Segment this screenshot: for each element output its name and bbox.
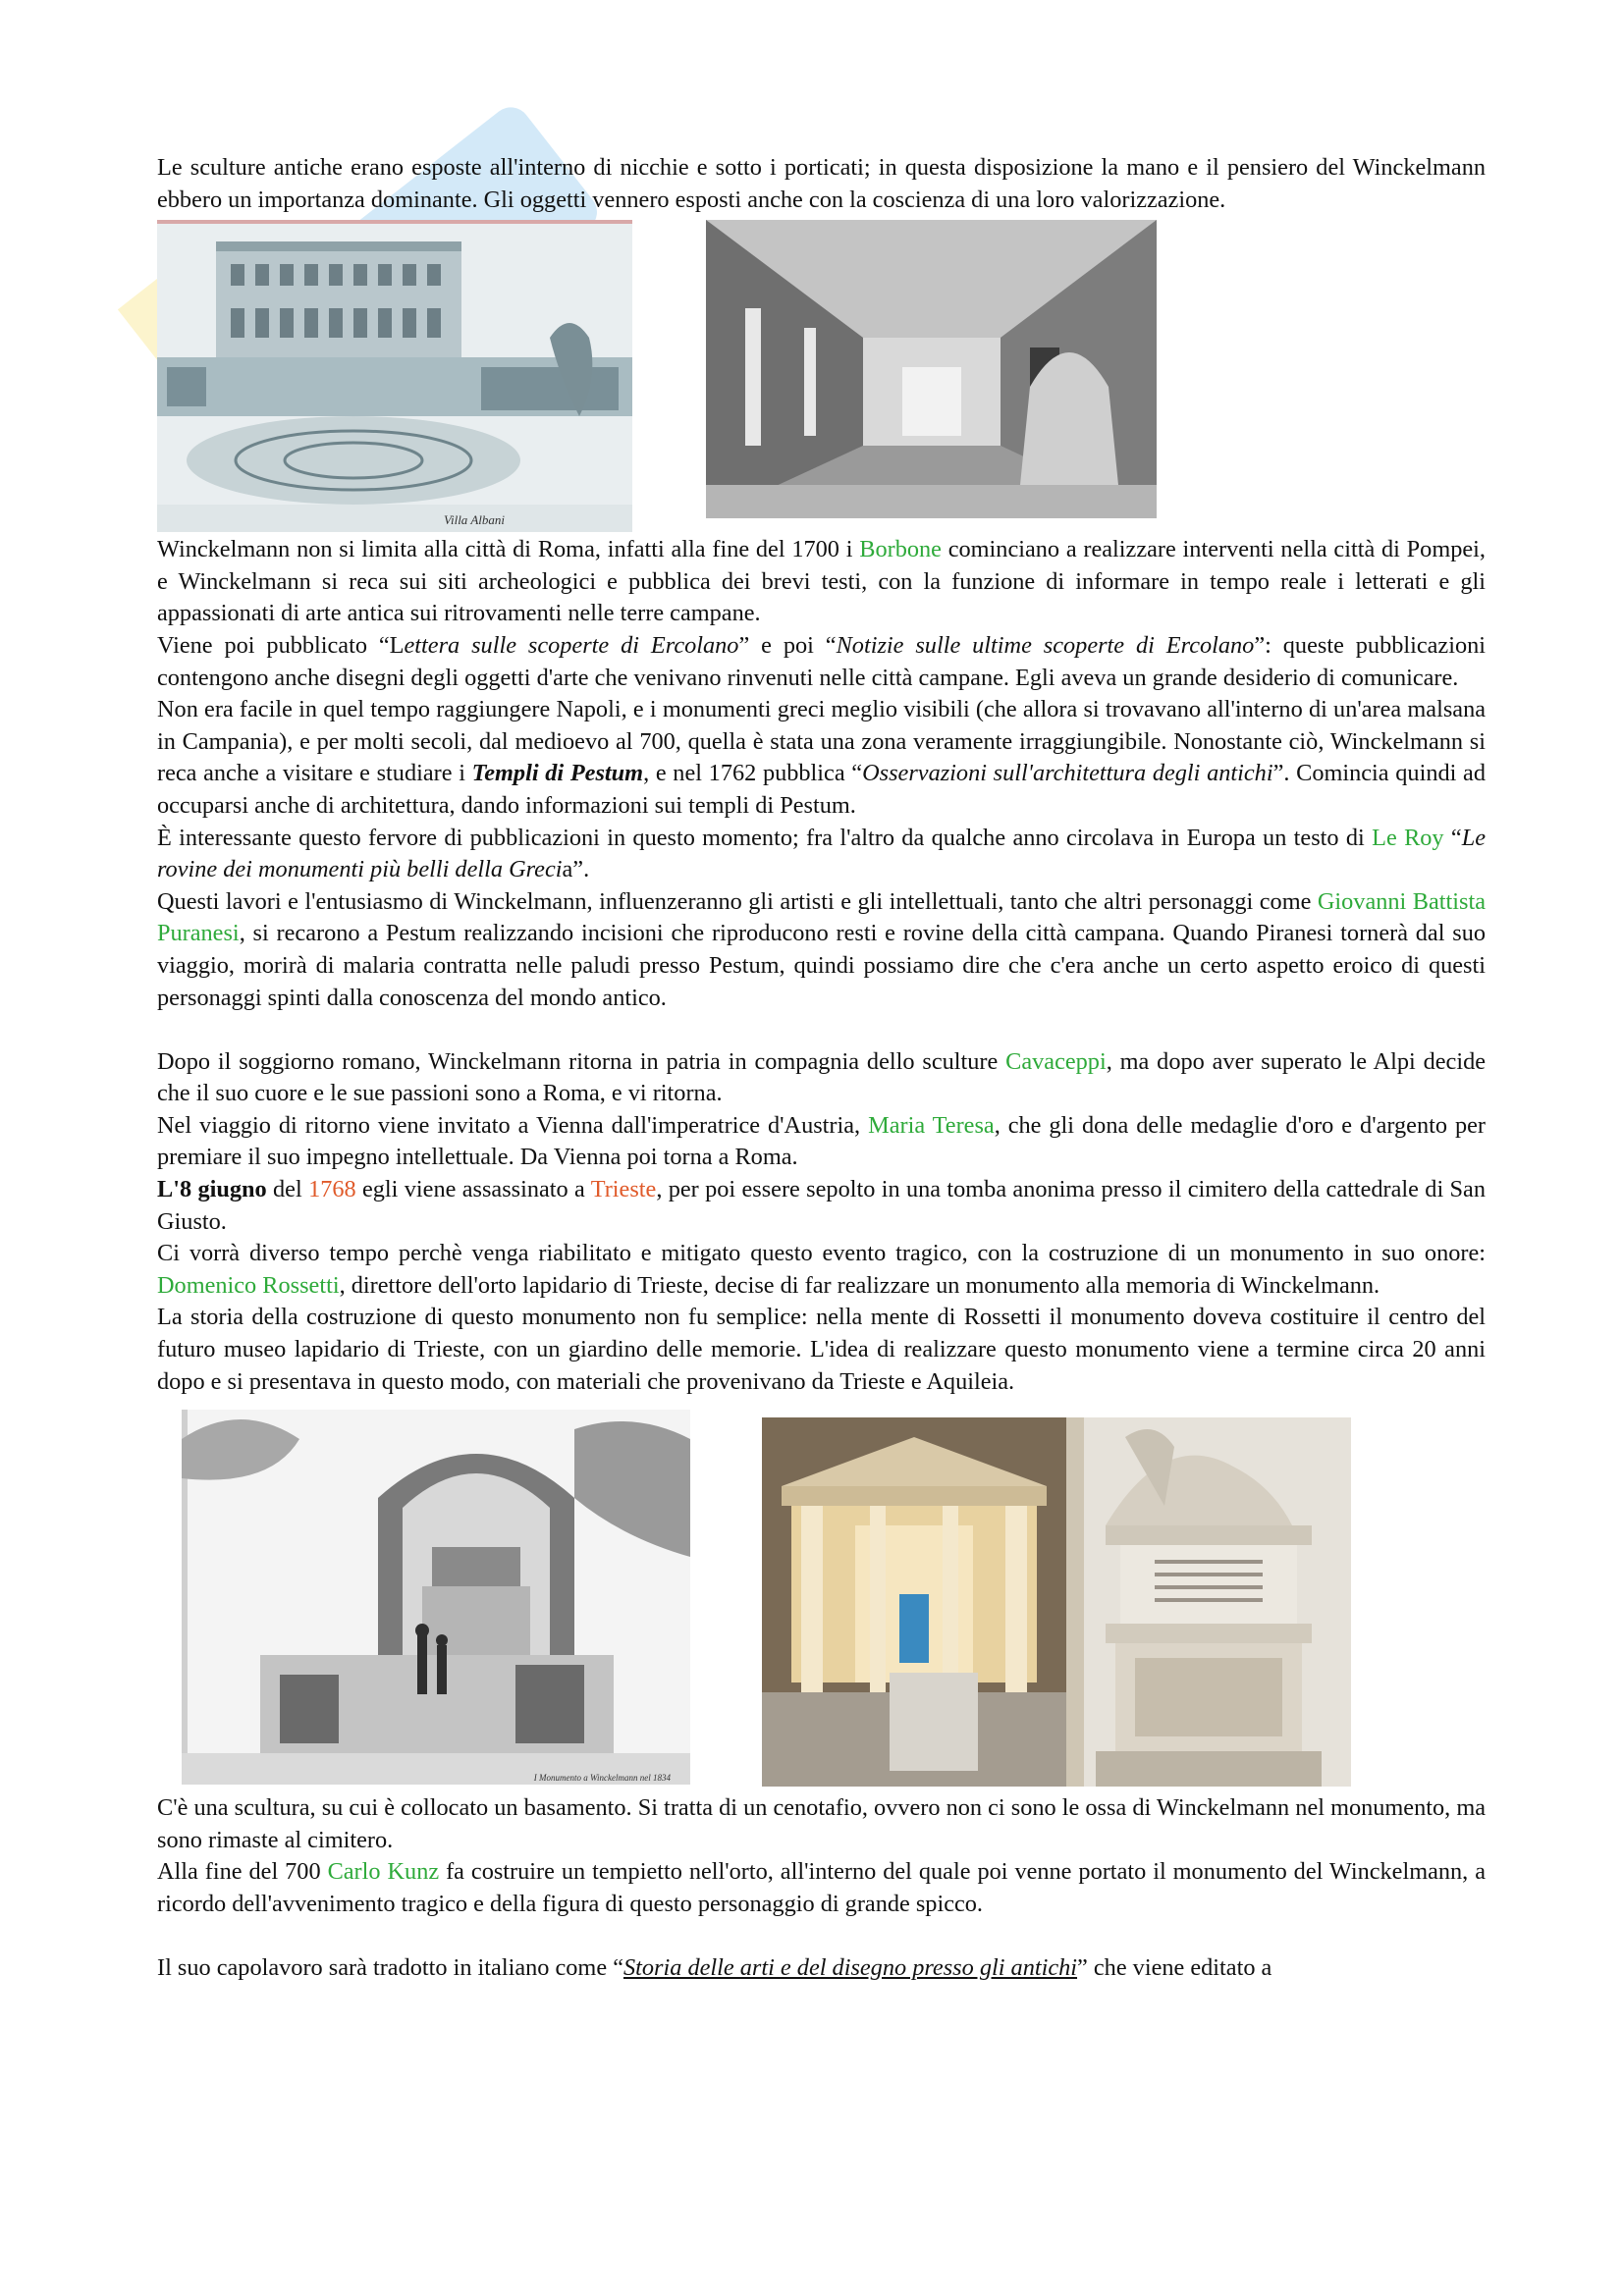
paragraph-niches: Le sculture antiche erano esposte all'interno di nicchie e sotto i porticati; in questa disposizione la mano e il pensiero del Winckelmann ebbero un importanza dominante. Gli oggetti vennero esposti anche con la coscienza di una loro valorizzazione. <box>157 154 1486 213</box>
tempietto-photo <box>762 1417 1066 1787</box>
paragraph-le-roy: È interessante questo fervore di pubblicazioni in questo momento; fra l'altro da qualche anno circolava in Europa un testo di Le Roy “Le rovine dei monumenti più belli della Grecia”. <box>157 824 1487 883</box>
monument-engraving-caption: I Monumento a Winckelmann nel 1834 <box>533 1773 671 1784</box>
link-cavaceppi[interactable]: Cavaceppi <box>1005 1047 1107 1075</box>
link-maria-teresa[interactable]: Maria Teresa <box>868 1111 995 1139</box>
paragraph-monument-history: La storia della costruzione di questo monumento non fu semplice: nella mente di Rossetti il monumento doveva costituire il centro del futuro museo lapidario di Trieste, con un giardino delle memorie. L'idea di realizzare questo monumento viene a termine circa 20 anni dopo e si presentava in questo modo, con materiali che provenivano da Trieste e Aquileia. <box>157 1304 1486 1395</box>
link-rossetti[interactable]: Domenico Rossetti <box>157 1271 340 1299</box>
paragraph-ercolano: Viene poi pubblicato “Lettera sulle scoperte di Ercolano” e poi “Notizie sulle ultime scoperte di Ercolano”: queste pubblicazioni contengono anche disegni degli oggetti d'arte che venivano rinvenuti nelle città campane. Egli aveva un grande desiderio di comunicare. <box>157 631 1487 691</box>
link-puranesi[interactable]: Giovanni Battista Puranesi <box>157 887 1486 947</box>
paragraph-maria-teresa: Nel viaggio di ritorno viene invitato a Vienna dall'imperatrice d'Austria, Maria Teresa, che gli dona delle medaglie d'oro e d'argento per premiare il suo impegno intellettuale. Da Vienna poi torna a Roma. <box>157 1111 1486 1171</box>
figure-row-bottom <box>157 1410 1486 1790</box>
paragraph-assassination: L'8 giugno del 1768 egli viene assassinato a Trieste, per poi essere sepolto in una tomba anonima presso il cimitero della cattedrale di San Giusto. <box>157 1176 1486 1235</box>
paragraph-borbone: Winckelmann non si limita alla città di Roma, infatti alla fine del 1700 i Borbone cominciano a realizzare interventi nella città di Pompei, e Winckelmann si reca sui siti archeologici e pubblica dei brevi testi, con la funzione di informare in tempo reale i letterati e gli appassionati di arte antica sui ritrovamenti nelle terre campane. <box>157 536 1486 627</box>
document-page <box>157 152 1486 1985</box>
monument-engraving-1834 <box>182 1410 690 1785</box>
paragraph-gap <box>157 1014 1486 1046</box>
villa-albani-caption: Villa Albani <box>444 512 505 528</box>
cenotaph-photo <box>1066 1417 1351 1787</box>
paragraph-cenotaph: C'è una scultura, su cui è collocato un basamento. Si tratta di un cenotafio, ovvero non ci sono le ossa di Winckelmann nel monumento, ma sono rimaste al cimitero. <box>157 1794 1486 1853</box>
figure-row-top <box>157 220 1486 532</box>
paragraph-gap-2 <box>157 1921 1486 1953</box>
portico-statues-photo <box>706 220 1157 518</box>
link-storia-delle-arti[interactable]: Storia delle arti e del disegno presso gli antichi <box>622 1954 1078 1982</box>
paragraph-pestum: Non era facile in quel tempo raggiungere Napoli, e i monumenti greci meglio visibili (che allora si trovavano all'interno di un'area malsana in Campania), e per molti secoli, dal medioevo al 700, quella è stata una zona veramente irraggiungibile. Nonostante ciò, Winckelmann si reca anche a visitare e studiare i Templi di Pestum, e nel 1762 pubblica “Osservazioni sull'architettura degli antichi”. Comincia quindi ad occuparsi anche di architettura, dando informazioni sui templi di Pestum. <box>157 696 1486 819</box>
link-le-roy[interactable]: Le Roy <box>1372 824 1444 851</box>
paragraph-masterpiece: Il suo capolavoro sarà tradotto in italiano come “Storia delle arti e del disegno presso gli antichi” che viene editato a <box>157 1954 1272 1982</box>
villa-albani-engraving <box>157 220 632 532</box>
paragraph-kunz: Alla fine del 700 Carlo Kunz fa costruire un tempietto nell'orto, all'interno del quale poi venne portato il monumento del Winckelmann, a ricordo dell'avvenimento tragico e della figura di questo personaggio di grande spicco. <box>157 1858 1486 1917</box>
paragraph-piranesi: Questi lavori e l'entusiasmo di Winckelmann, influenzeranno gli artisti e gli intellettuali, tanto che altri personaggi come Giovanni Battista Puranesi, si recarono a Pestum realizzando incisioni che riproducono resti e rovine della città campana. Quando Piranesi tornerà dal suo viaggio, morirà di malaria contratta nelle paludi presso Pestum, quindi possiamo dire che c'era anche un certo aspetto eroico di questi personaggi spinti dalla conoscenza del mondo antico. <box>157 887 1486 1011</box>
paragraph-cavaceppi: Dopo il soggiorno romano, Winckelmann ritorna in patria in compagnia dello sculture Cavaceppi, ma dopo aver superato le Alpi decide che il suo cuore e le sue passioni sono a Roma, e vi ritorna. <box>157 1047 1486 1107</box>
link-borbone[interactable]: Borbone <box>859 536 942 563</box>
link-carlo-kunz[interactable]: Carlo Kunz <box>327 1858 440 1886</box>
link-1768[interactable]: 1768 <box>308 1176 356 1203</box>
link-trieste[interactable]: Trieste <box>590 1176 657 1203</box>
paragraph-rossetti: Ci vorrà diverso tempo perchè venga riabilitato e mitigato questo evento tragico, con la costruzione di un monumento in suo onore: Domenico Rossetti, direttore dell'orto lapidario di Trieste, decise di far realizzare un monumento alla memoria di Winckelmann. <box>157 1240 1486 1299</box>
